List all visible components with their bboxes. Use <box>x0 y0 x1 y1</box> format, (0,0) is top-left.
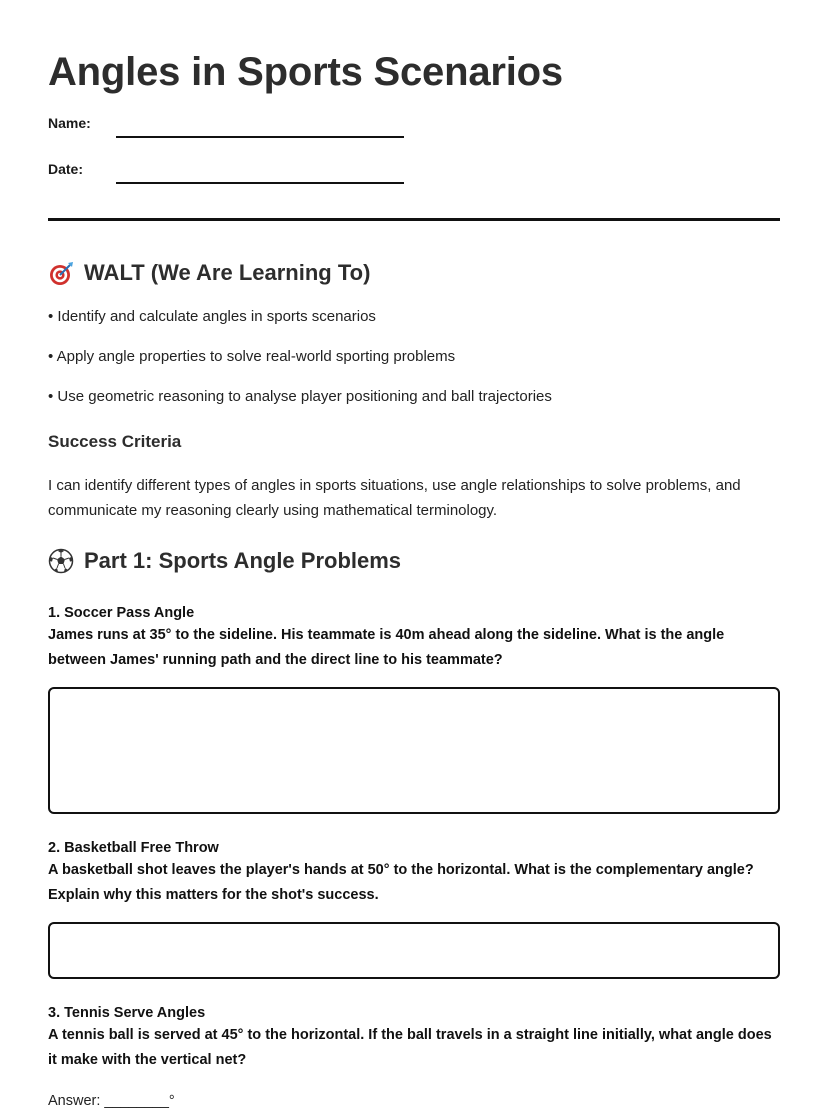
page-title: Angles in Sports Scenarios <box>48 50 563 94</box>
walt-heading-text: WALT (We Are Learning To) <box>84 260 371 285</box>
name-field[interactable] <box>116 136 404 138</box>
question-title: 3. Tennis Serve Angles <box>48 1005 206 1021</box>
answer-box-2[interactable] <box>48 922 780 979</box>
question-title: 1. Soccer Pass Angle <box>48 605 195 621</box>
date-field-row <box>48 160 780 182</box>
header-divider <box>48 218 780 221</box>
date-label: Date: <box>48 161 84 177</box>
question-title: 2. Basketball Free Throw <box>48 840 219 856</box>
walt-heading <box>48 259 780 287</box>
date-field[interactable] <box>116 182 404 184</box>
soccer-ball-icon <box>48 548 74 574</box>
answer-blank[interactable]: Answer: ________° <box>48 1093 175 1109</box>
part1-heading-text: Part 1: Sports Angle Problems <box>84 548 402 573</box>
question-text: James runs at 35° to the sideline. His teammate is 40m ahead along the sideline. What is the angle between James' running path and the direct line to his teammate? <box>48 627 725 668</box>
walt-bullet: • Apply angle properties to solve real-world sporting problems <box>48 348 456 365</box>
success-criteria-heading: Success Criteria <box>48 432 182 451</box>
question-text: A basketball shot leaves the player's hands at 50° to the horizontal. What is the complementary angle? Explain why this matters for the shot's success. <box>48 862 754 903</box>
answer-box-1[interactable] <box>48 687 780 814</box>
question-1 <box>48 603 780 673</box>
success-criteria-text: I can identify different types of angles in sports situations, use angle relationships to solve problems, and communicate my reasoning clearly using mathematical terminology. <box>48 477 741 519</box>
name-label: Name: <box>48 115 91 131</box>
part1-heading <box>48 547 780 575</box>
target-icon <box>48 260 74 286</box>
question-2 <box>48 838 780 908</box>
question-text: A tennis ball is served at 45° to the horizontal. If the ball travels in a straight line initially, what angle does it make with the vertical net? <box>48 1027 772 1068</box>
walt-bullet: • Identify and calculate angles in sports scenarios <box>48 308 376 325</box>
question-3 <box>48 1003 780 1073</box>
name-field-row <box>48 114 780 136</box>
walt-bullet: • Use geometric reasoning to analyse player positioning and ball trajectories <box>48 388 552 405</box>
